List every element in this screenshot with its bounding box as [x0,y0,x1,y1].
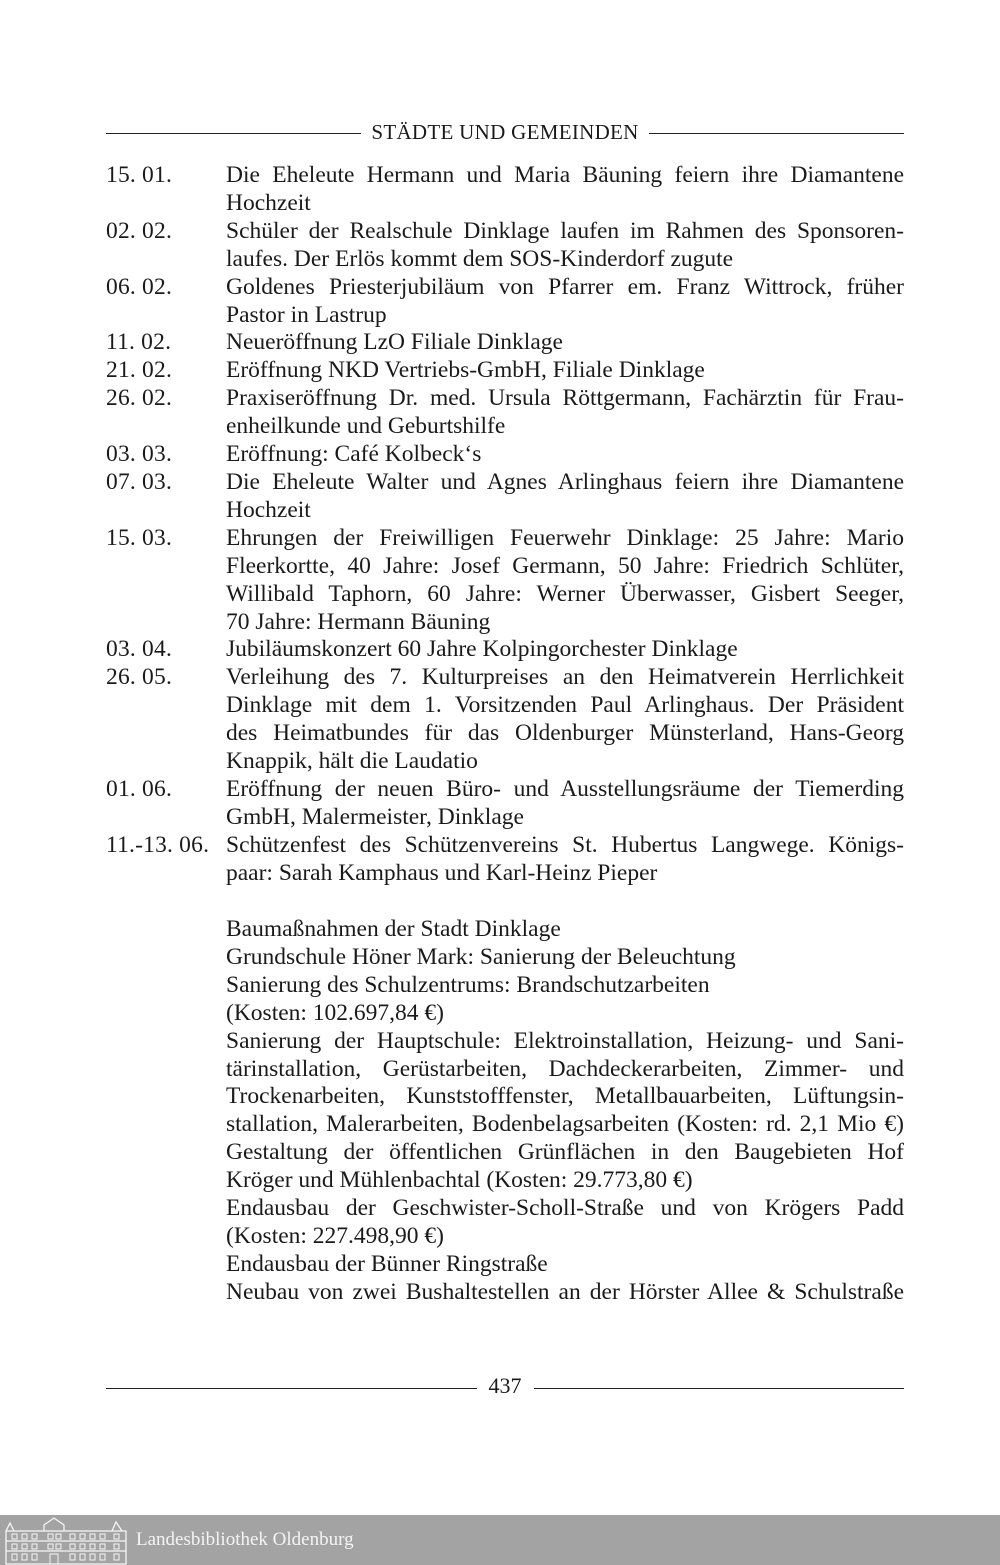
entry-text [226,636,904,664]
entry-text-line: Hochzeit [226,496,311,523]
entry-date: 02. 02. [106,217,173,244]
construction-item-line: tärinstallation, Gerüstarbeiten, Dachdeckerarbeiten, Zimmer- und [226,1055,904,1082]
construction-item-line: (Kosten: 227.498,90 €) [226,1222,445,1249]
construction-item-line: Endausbau der Bünner Ringstraße [226,1250,548,1277]
entry-date: 01. 06. [106,775,173,802]
entry-text-line: Schüler der Realschule Dinklage laufen im Rahmen des Sponsoren- [226,217,904,244]
entry-text [226,441,904,469]
entry-text-line: Pastor in Lastrup [226,301,387,328]
running-title: STÄDTE UND GEMEINDEN [371,119,639,144]
construction-item-line: Sanierung der Hauptschule: Elektroinstallation, Heizung- und Sani- [226,1027,904,1054]
entry-date: 03. 03. [106,441,173,468]
entry-text-line: Die Eheleute Walter und Agnes Arlinghaus feiern ihre Diamantene [226,468,904,495]
entry-date: 11. 02. [106,329,172,356]
header-rule-left [106,133,361,134]
entry-text-line: paar: Sarah Kamphaus und Karl-Heinz Pieper [226,859,658,886]
entry-date: 15. 03. [106,524,173,551]
entry-text [226,329,904,357]
entry-text-line: GmbH, Malermeister, Dinklage [226,803,524,830]
entry-text [226,274,904,330]
entry-text-line: Die Eheleute Hermann und Maria Bäuning feiern ihre Diamantene [226,162,904,188]
entry-text-line: Ehrungen der Freiwilligen Feuerwehr Dinklage: 25 Jahre: Mario [226,524,904,551]
entry-date: 03. 04. [106,636,173,663]
entry-text-line: Dinklage mit dem 1. Vorsitzenden Paul Arlinghaus. Der Präsident [226,692,904,719]
chronicle-entry [106,636,904,664]
entry-date: 06. 02. [106,273,173,300]
entry-text [226,218,904,274]
construction-item-line: Sanierung des Schulzentrums: Brandschutzarbeiten [226,971,710,998]
entry-text-line: Willibald Taphorn, 60 Jahre: Werner Überwasser, Gisbert Seeger, [226,580,904,607]
chronicle-entry [106,357,904,385]
footer-rule-right [534,1388,905,1389]
chronicle-entries [106,162,904,888]
header-rule-right [649,133,904,134]
chronicle-entry [106,385,904,441]
construction-item-line: Neubau von zwei Bushaltestellen an der Hörster Allee & Schulstraße [226,1278,904,1305]
chronicle-entry [106,776,904,832]
construction-heading: Baumaßnahmen der Stadt Dinklage [226,916,561,942]
chronicle-entry [106,441,904,469]
chronicle-entry [106,525,904,637]
entry-text-line: enheilkunde und Geburtshilfe [226,413,506,440]
library-bar [0,1515,1000,1565]
construction-item-line: Gestaltung der öffentlichen Grünflächen in den Baugebieten Hof [226,1139,904,1166]
entry-date: 11.-13. 06. [106,831,210,858]
construction-item-line: Kröger und Mühlenbachtal (Kosten: 29.773,80 €) [226,1167,693,1194]
chronicle-entry [106,329,904,357]
library-building-logo-icon [4,1515,128,1565]
entry-date: 26. 02. [106,385,173,412]
chronicle-entry [106,218,904,274]
entry-date: 21. 02. [106,357,173,384]
entry-text-line: Eröffnung NKD Vertriebs-GmbH, Filiale Dinklage [226,357,705,384]
running-head [106,119,904,145]
entry-text-line: Eröffnung: Café Kolbeck‘s [226,441,482,468]
entry-text [226,664,904,776]
chronicle-entry [106,274,904,330]
entry-text [226,525,904,637]
construction-list [226,916,904,1307]
entry-date: 26. 05. [106,664,173,691]
entry-text-line: Goldenes Priesterjubiläum von Pfarrer em. Franz Wittrock, früher [226,273,904,300]
chronicle-entry [106,664,904,776]
chronicle-entry [106,162,904,218]
entry-text [226,832,904,888]
construction-item-line: Endausbau der Geschwister-Scholl-Straße und von Krögers Padd [226,1195,904,1222]
entry-text-line: Verleihung des 7. Kulturpreises an den Heimatverein Herrlichkeit [226,664,904,691]
library-name: Landesbibliothek Oldenburg [136,1529,354,1550]
entry-text [226,162,904,218]
entry-text-line: Hochzeit [226,189,311,216]
entry-date: 07. 03. [106,468,173,495]
entry-text [226,469,904,525]
entry-text [226,776,904,832]
entry-text-line: Jubiläumskonzert 60 Jahre Kolpingorchester Dinklage [226,636,738,663]
entry-text [226,385,904,441]
entry-text-line: laufes. Der Erlös kommt dem SOS-Kinderdorf zugute [226,245,734,272]
footer-rule-left [106,1388,477,1389]
entry-text-line: Neueröffnung LzO Filiale Dinklage [226,329,563,356]
entry-text-line: Praxiseröffnung Dr. med. Ursula Röttgermann, Fachärztin für Frau- [226,385,904,412]
entry-text-line: Knappik, hält die Laudatio [226,748,478,775]
entry-text-line: 70 Jahre: Hermann Bäuning [226,608,491,635]
construction-item-line: Grundschule Höner Mark: Sanierung der Beleuchtung [226,943,736,970]
entry-text-line: des Heimatbundes für das Oldenburger Münsterland, Hans-Georg [226,720,904,747]
entry-date: 15. 01. [106,162,173,188]
chronicle-entry [106,469,904,525]
chronicle-entry [106,832,904,888]
construction-item-line: Trockenarbeiten, Kunststofffenster, Metallbauarbeiten, Lüftungsin- [226,1083,904,1110]
page-footer [106,1372,904,1400]
entry-text-line: Fleerkortte, 40 Jahre: Josef Germann, 50 Jahre: Friedrich Schlüter, [226,552,904,579]
entry-text [226,357,904,385]
entry-text-line: Schützenfest des Schützenvereins St. Hubertus Langwege. Königs- [226,831,904,858]
construction-item-line: stallation, Malerarbeiten, Bodenbelagsarbeiten (Kosten: rd. 2,1 Mio €) [226,1111,904,1138]
construction-item-line: (Kosten: 102.697,84 €) [226,999,445,1026]
entry-text-line: Eröffnung der neuen Büro- und Ausstellungsräume der Tiemerding [226,775,904,802]
page-number: 437 [488,1373,522,1398]
